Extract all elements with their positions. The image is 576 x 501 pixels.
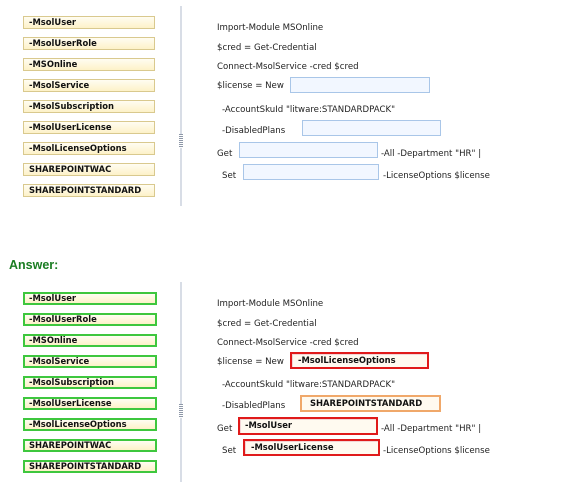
answer-tile-sharepointwac[interactable]: SHAREPOINTWAC <box>23 439 157 452</box>
answer-tile-msollicenseoptions[interactable]: -MsolLicenseOptions <box>23 418 157 431</box>
code-line-license: $license = New <box>217 81 284 91</box>
answer-tile-msolsubscription[interactable]: -MsolSubscription <box>23 376 157 389</box>
drop-slot-get[interactable] <box>239 142 378 158</box>
answer-code-line-get: Get <box>217 424 233 434</box>
answer-code-line-disabledplans: -DisabledPlans <box>222 401 286 411</box>
answer-code-line-accountskuid: -AccountSkuId "litware:STANDARDPACK" <box>222 380 396 390</box>
tile-sharepointwac[interactable]: SHAREPOINTWAC <box>23 163 155 176</box>
answer-panel <box>0 278 576 501</box>
code-line-cred: $cred = Get-Credential <box>217 43 317 53</box>
answer-splitter-grip-icon[interactable] <box>179 404 183 418</box>
answer-tile-msoluserrole[interactable]: -MsolUserRole <box>23 313 157 326</box>
code-line-accountskuid: -AccountSkuId "litware:STANDARDPACK" <box>222 105 396 115</box>
drop-slot-license[interactable] <box>290 77 430 93</box>
answer-tile-sharepointstandard[interactable]: SHAREPOINTSTANDARD <box>23 460 157 473</box>
tile-msoluserlicense[interactable]: -MsolUserLicense <box>23 121 155 134</box>
drop-slot-set[interactable] <box>243 164 379 180</box>
answer-slot-get-value: -MsolUser <box>245 420 293 430</box>
code-line-connect: Connect-MsolService -cred $cred <box>217 62 359 72</box>
code-line-disabledplans: -DisabledPlans <box>222 126 286 136</box>
code-line-get: Get <box>217 149 233 159</box>
answer-code-line-cred: $cred = Get-Credential <box>217 319 317 329</box>
answer-slot-set[interactable] <box>243 439 380 456</box>
drop-slot-disabledplans[interactable] <box>302 120 441 136</box>
answer-slot-license[interactable] <box>290 352 429 369</box>
answer-code-line-get-suffix: -All -Department "HR" | <box>381 424 482 434</box>
answer-code-line-license: $license = New <box>217 357 284 367</box>
tile-msonline[interactable]: -MSOnline <box>23 58 155 71</box>
tile-msoluser[interactable]: -MsolUser <box>23 16 155 29</box>
tile-msolsubscription[interactable]: -MsolSubscription <box>23 100 155 113</box>
tile-msoluserrole[interactable]: -MsolUserRole <box>23 37 155 50</box>
answer-tile-msoluserlicense[interactable]: -MsolUserLicense <box>23 397 157 410</box>
answer-code-line-import: Import-Module MSOnline <box>217 299 324 309</box>
answer-slot-get[interactable] <box>238 417 378 435</box>
code-line-import: Import-Module MSOnline <box>217 23 324 33</box>
answer-slot-license-value: -MsolLicenseOptions <box>298 355 396 365</box>
answer-slot-disabledplans-value: SHAREPOINTSTANDARD <box>310 398 423 408</box>
answer-tile-msolservice[interactable]: -MsolService <box>23 355 157 368</box>
splitter-grip-icon[interactable] <box>179 134 183 148</box>
code-line-set: Set <box>222 171 237 181</box>
tile-sharepointstandard[interactable]: SHAREPOINTSTANDARD <box>23 184 155 197</box>
answer-slot-set-value: -MsolUserLicense <box>251 442 334 452</box>
tile-msollicenseoptions[interactable]: -MsolLicenseOptions <box>23 142 155 155</box>
code-line-get-suffix: -All -Department "HR" | <box>381 149 482 159</box>
code-line-set-suffix: -LicenseOptions $license <box>383 171 490 181</box>
answer-slot-disabledplans[interactable] <box>300 395 441 412</box>
answer-tile-msonline[interactable]: -MSOnline <box>23 334 157 347</box>
answer-code-line-set-suffix: -LicenseOptions $license <box>383 446 490 456</box>
answer-code-line-set: Set <box>222 446 237 456</box>
answer-code-line-connect: Connect-MsolService -cred $cred <box>217 338 359 348</box>
answer-panel-divider <box>180 282 182 482</box>
question-panel <box>0 0 576 215</box>
answer-tile-msoluser[interactable]: -MsolUser <box>23 292 157 305</box>
tile-msolservice[interactable]: -MsolService <box>23 79 155 92</box>
answer-heading: Answer: <box>9 258 59 272</box>
panel-divider <box>180 6 182 206</box>
